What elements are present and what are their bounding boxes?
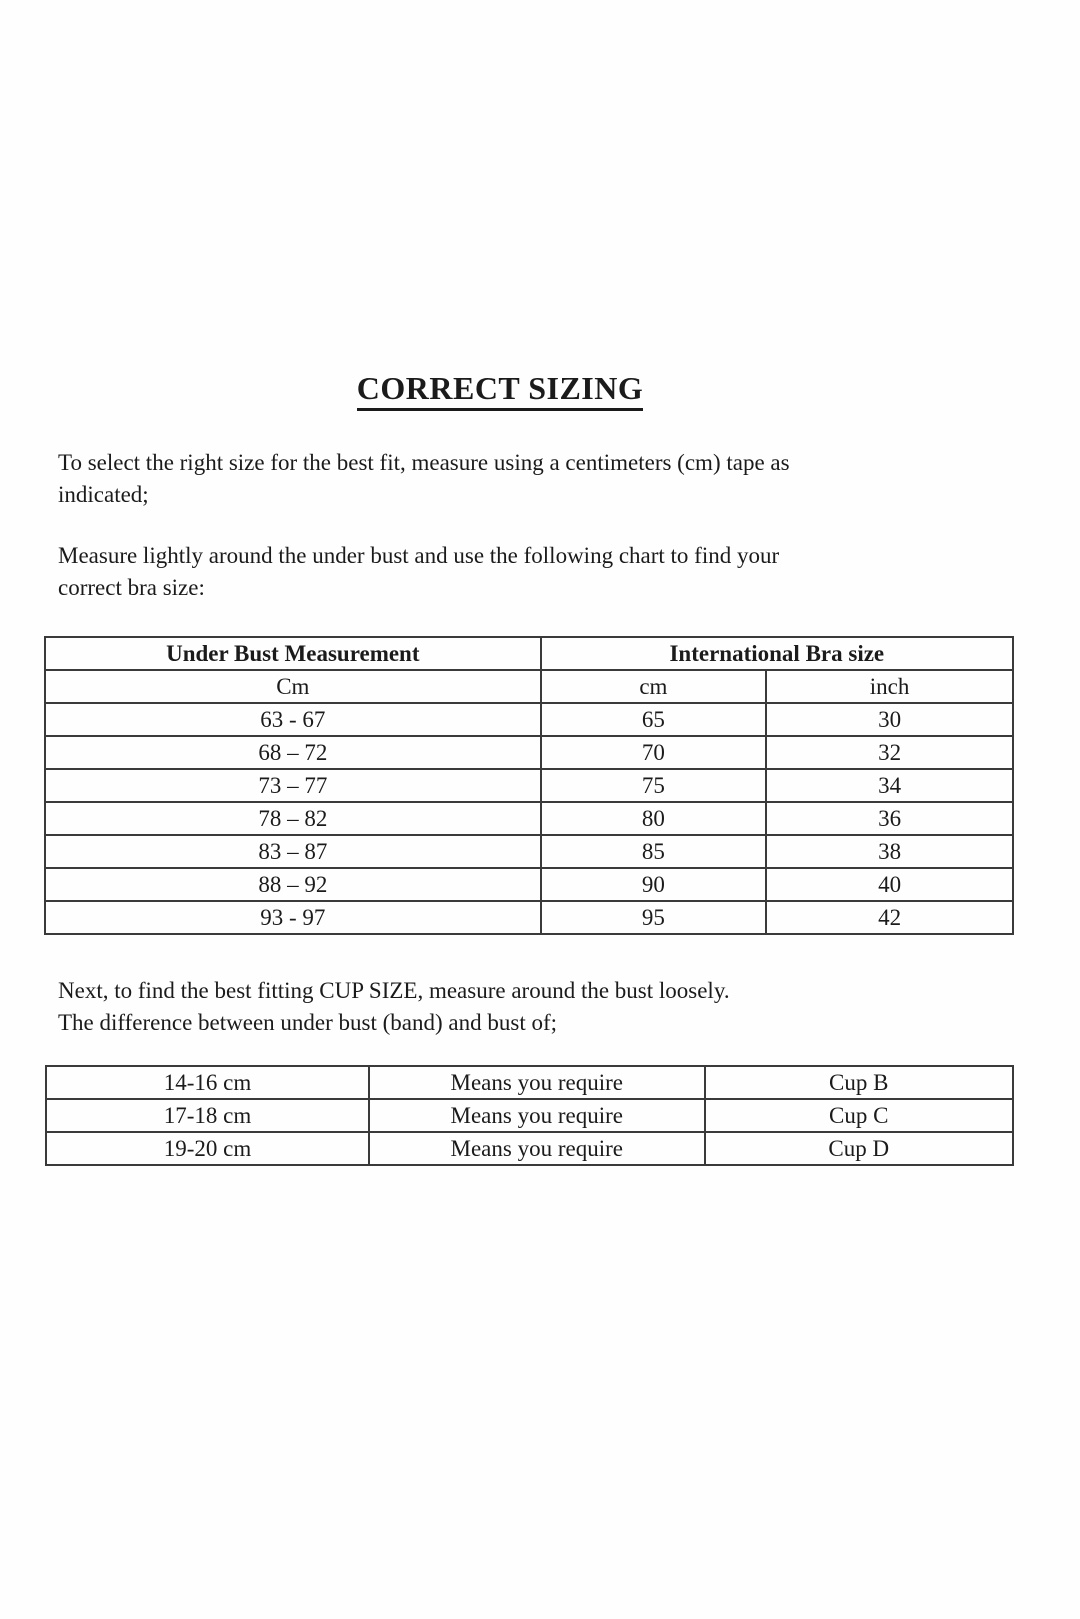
under-bust-header-cell: Under Bust Measurement xyxy=(45,637,541,670)
band-inch-cell: 30 xyxy=(766,703,1013,736)
cup-size-paragraph-line-2: The difference between under bust (band) and bust of; xyxy=(58,1010,558,1036)
band-inch-cell: 38 xyxy=(766,835,1013,868)
table-row xyxy=(45,901,1013,934)
table-row xyxy=(45,802,1013,835)
cup-cell: Cup B xyxy=(705,1066,1013,1099)
unit-cell-cm: cm xyxy=(541,670,767,703)
band-cm-cell: 95 xyxy=(541,901,767,934)
table-row xyxy=(45,835,1013,868)
means-cell: Means you require xyxy=(369,1099,705,1132)
table-row xyxy=(46,1132,1013,1165)
measure-instruction-paragraph xyxy=(58,540,1018,604)
table-row xyxy=(45,769,1013,802)
under-bust-range-cell: 63 - 67 xyxy=(45,703,541,736)
cup-cell: Cup D xyxy=(705,1132,1013,1165)
bra-size-header-cell: International Bra size xyxy=(541,637,1013,670)
cup-size-paragraph xyxy=(58,975,1018,1039)
measure-instruction-line-2: correct bra size: xyxy=(58,575,205,601)
band-cm-cell: 85 xyxy=(541,835,767,868)
band-inch-cell: 32 xyxy=(766,736,1013,769)
table-header-row xyxy=(45,637,1013,670)
cup-cell: Cup C xyxy=(705,1099,1013,1132)
under-bust-range-cell: 73 – 77 xyxy=(45,769,541,802)
means-cell: Means you require xyxy=(369,1132,705,1165)
unit-cell-cm-caps: Cm xyxy=(45,670,541,703)
intro-paragraph-line-1: To select the right size for the best fit, measure using a centimeters (cm) tape as xyxy=(58,450,790,476)
band-cm-cell: 90 xyxy=(541,868,767,901)
band-cm-cell: 70 xyxy=(541,736,767,769)
table-row xyxy=(45,736,1013,769)
unit-cell-inch: inch xyxy=(766,670,1013,703)
measure-instruction-line-1: Measure lightly around the under bust and use the following chart to find your xyxy=(58,543,780,569)
under-bust-size-table xyxy=(44,636,1014,935)
table-subheader-row xyxy=(45,670,1013,703)
table-row xyxy=(46,1099,1013,1132)
intro-paragraph xyxy=(58,447,1018,511)
band-inch-cell: 34 xyxy=(766,769,1013,802)
means-cell: Means you require xyxy=(369,1066,705,1099)
under-bust-range-cell: 78 – 82 xyxy=(45,802,541,835)
band-inch-cell: 36 xyxy=(766,802,1013,835)
band-cm-cell: 80 xyxy=(541,802,767,835)
difference-range-cell: 19-20 cm xyxy=(46,1132,369,1165)
difference-range-cell: 17-18 cm xyxy=(46,1099,369,1132)
difference-range-cell: 14-16 cm xyxy=(46,1066,369,1099)
band-inch-cell: 40 xyxy=(766,868,1013,901)
under-bust-range-cell: 88 – 92 xyxy=(45,868,541,901)
under-bust-range-cell: 68 – 72 xyxy=(45,736,541,769)
table-row xyxy=(45,703,1013,736)
under-bust-range-cell: 93 - 97 xyxy=(45,901,541,934)
cup-size-paragraph-line-1: Next, to find the best fitting CUP SIZE, measure around the bust loosely. xyxy=(58,978,730,1004)
band-cm-cell: 65 xyxy=(541,703,767,736)
table-row xyxy=(45,868,1013,901)
page-title: CORRECT SIZING xyxy=(357,371,643,411)
intro-paragraph-line-2: indicated; xyxy=(58,482,149,508)
under-bust-range-cell: 83 – 87 xyxy=(45,835,541,868)
band-inch-cell: 42 xyxy=(766,901,1013,934)
title-container xyxy=(0,0,1000,411)
band-cm-cell: 75 xyxy=(541,769,767,802)
cup-size-table xyxy=(45,1065,1014,1166)
table-row xyxy=(46,1066,1013,1099)
